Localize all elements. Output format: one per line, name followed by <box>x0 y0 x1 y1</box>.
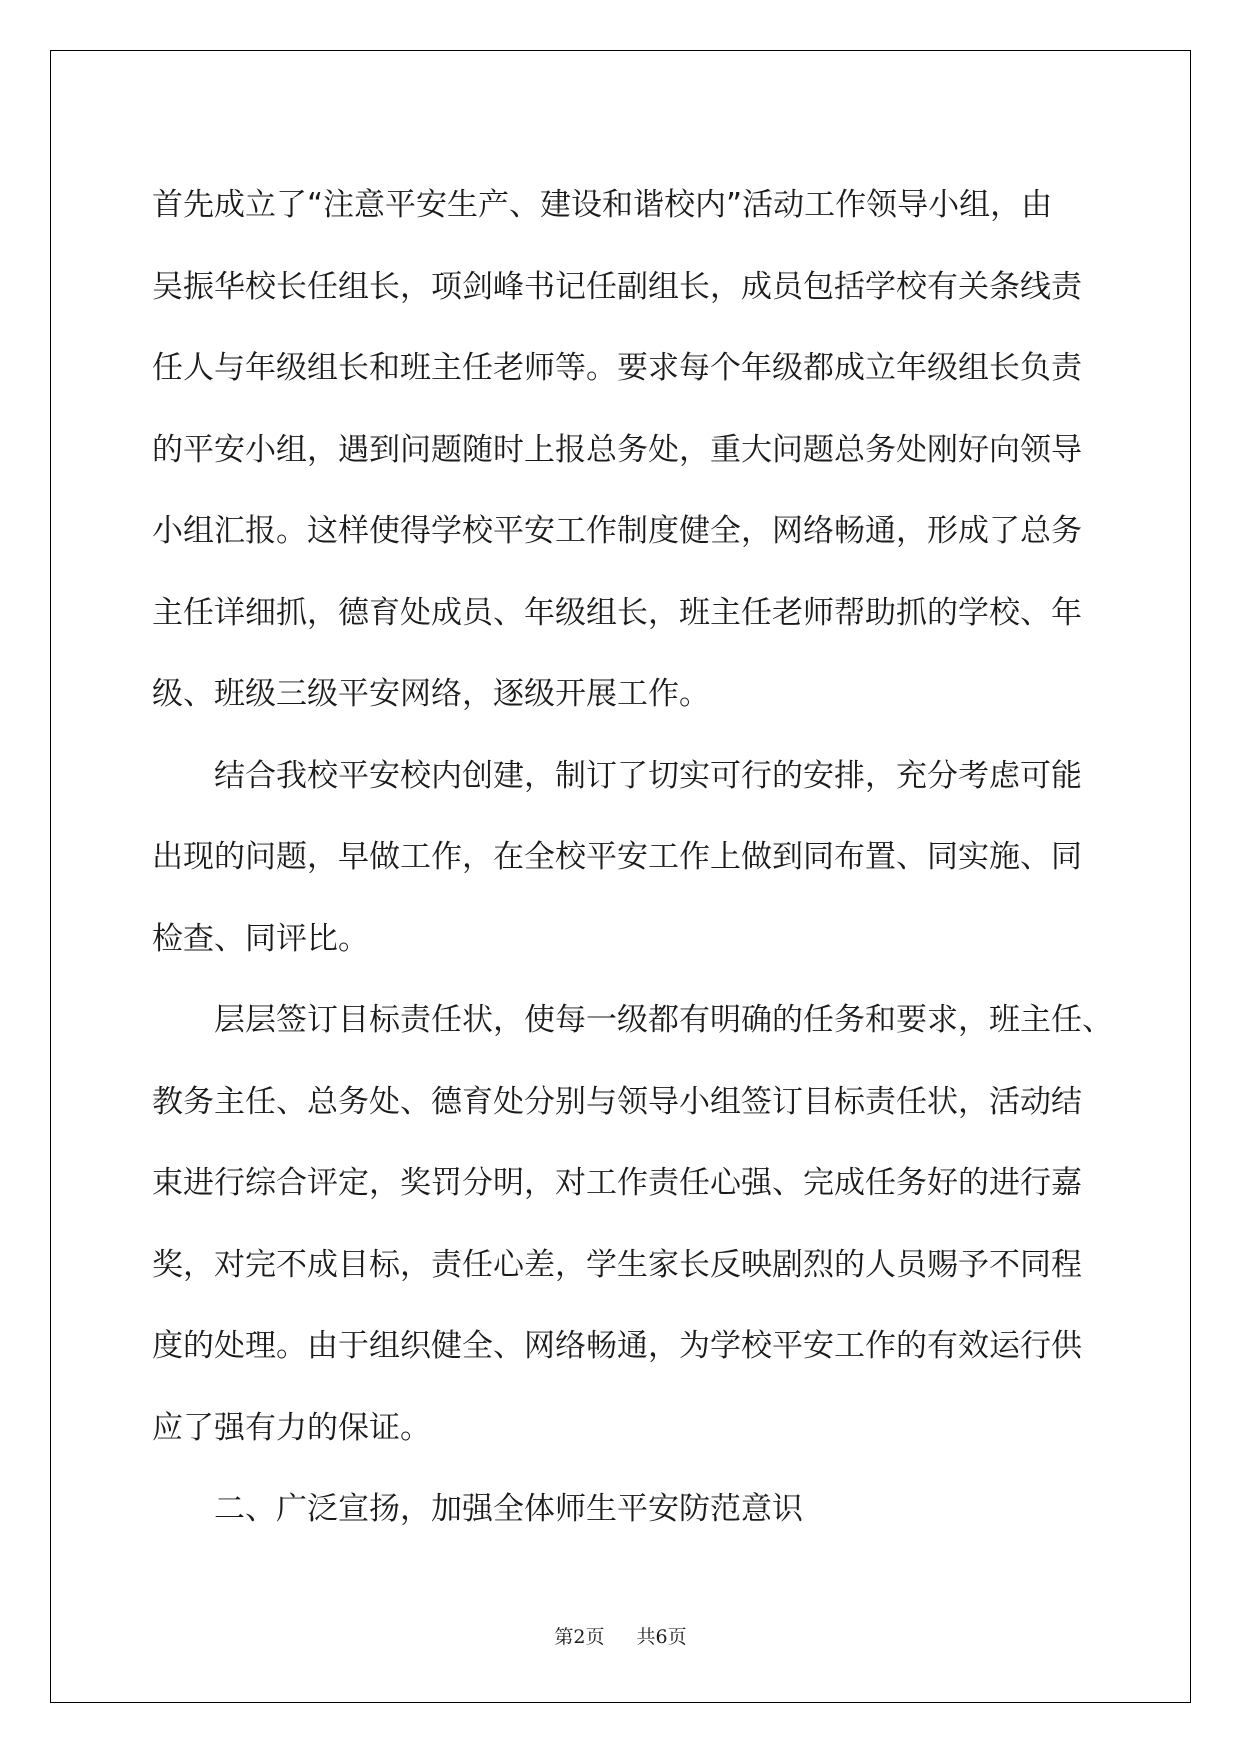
text-line: 首先成立了“注意平安生产、建设和谐校内”活动工作领导小组，由 <box>152 187 1053 223</box>
page-total: 共6页 <box>636 1626 687 1648</box>
text-line: 检查、同评比。 <box>152 920 369 957</box>
text-line: 束进行综合评定，奖罚分明，对工作责任心强、完成任务好的进行嘉 <box>152 1165 1082 1201</box>
text-line: 小组汇报。这样使得学校平安工作制度健全，网络畅通，形成了总务 <box>152 513 1082 549</box>
text-line: 出现的问题，早做工作，在全校平安工作上做到同布置、同实施、同 <box>152 839 1082 875</box>
page-footer <box>0 1622 1241 1649</box>
text-line: 任人与年级组长和班主任老师等。要求每个年级都成立年级组长负责 <box>152 350 1082 386</box>
text-line: 级、班级三级平安网络，逐级开展工作。 <box>152 676 710 712</box>
paragraph-first-line: 结合我校平安校内创建，制订了切实可行的安排，充分考虑可能 <box>214 757 1082 794</box>
text-line: 主任详细抓，德育处成员、年级组长，班主任老师帮助抓的学校、年 <box>152 594 1082 631</box>
section-heading: 二、广泛宣扬，加强全体师生平安防范意识 <box>214 1491 803 1527</box>
page-number: 第2页 <box>554 1626 605 1648</box>
paragraph-first-line: 层层签订目标责任状，使每一级都有明确的任务和要求，班主任、 <box>214 1002 1113 1038</box>
text-line: 教务主任、总务处、德育处分别与领导小组签订目标责任状，活动结 <box>152 1083 1082 1120</box>
text-line: 奖，对完不成目标，责任心差，学生家长反映剧烈的人员赐予不同程 <box>152 1246 1082 1283</box>
document-body <box>152 165 1113 1551</box>
text-line: 吴振华校长任组长，项剑峰书记任副组长，成员包括学校有关条线责 <box>152 268 1082 305</box>
text-line: 度的处理。由于组织健全、网络畅通，为学校平安工作的有效运行供 <box>152 1328 1082 1364</box>
text-line: 的平安小组，遇到问题随时上报总务处，重大问题总务处刚好向领导 <box>152 431 1082 468</box>
text-line: 应了强有力的保证。 <box>152 1409 431 1446</box>
